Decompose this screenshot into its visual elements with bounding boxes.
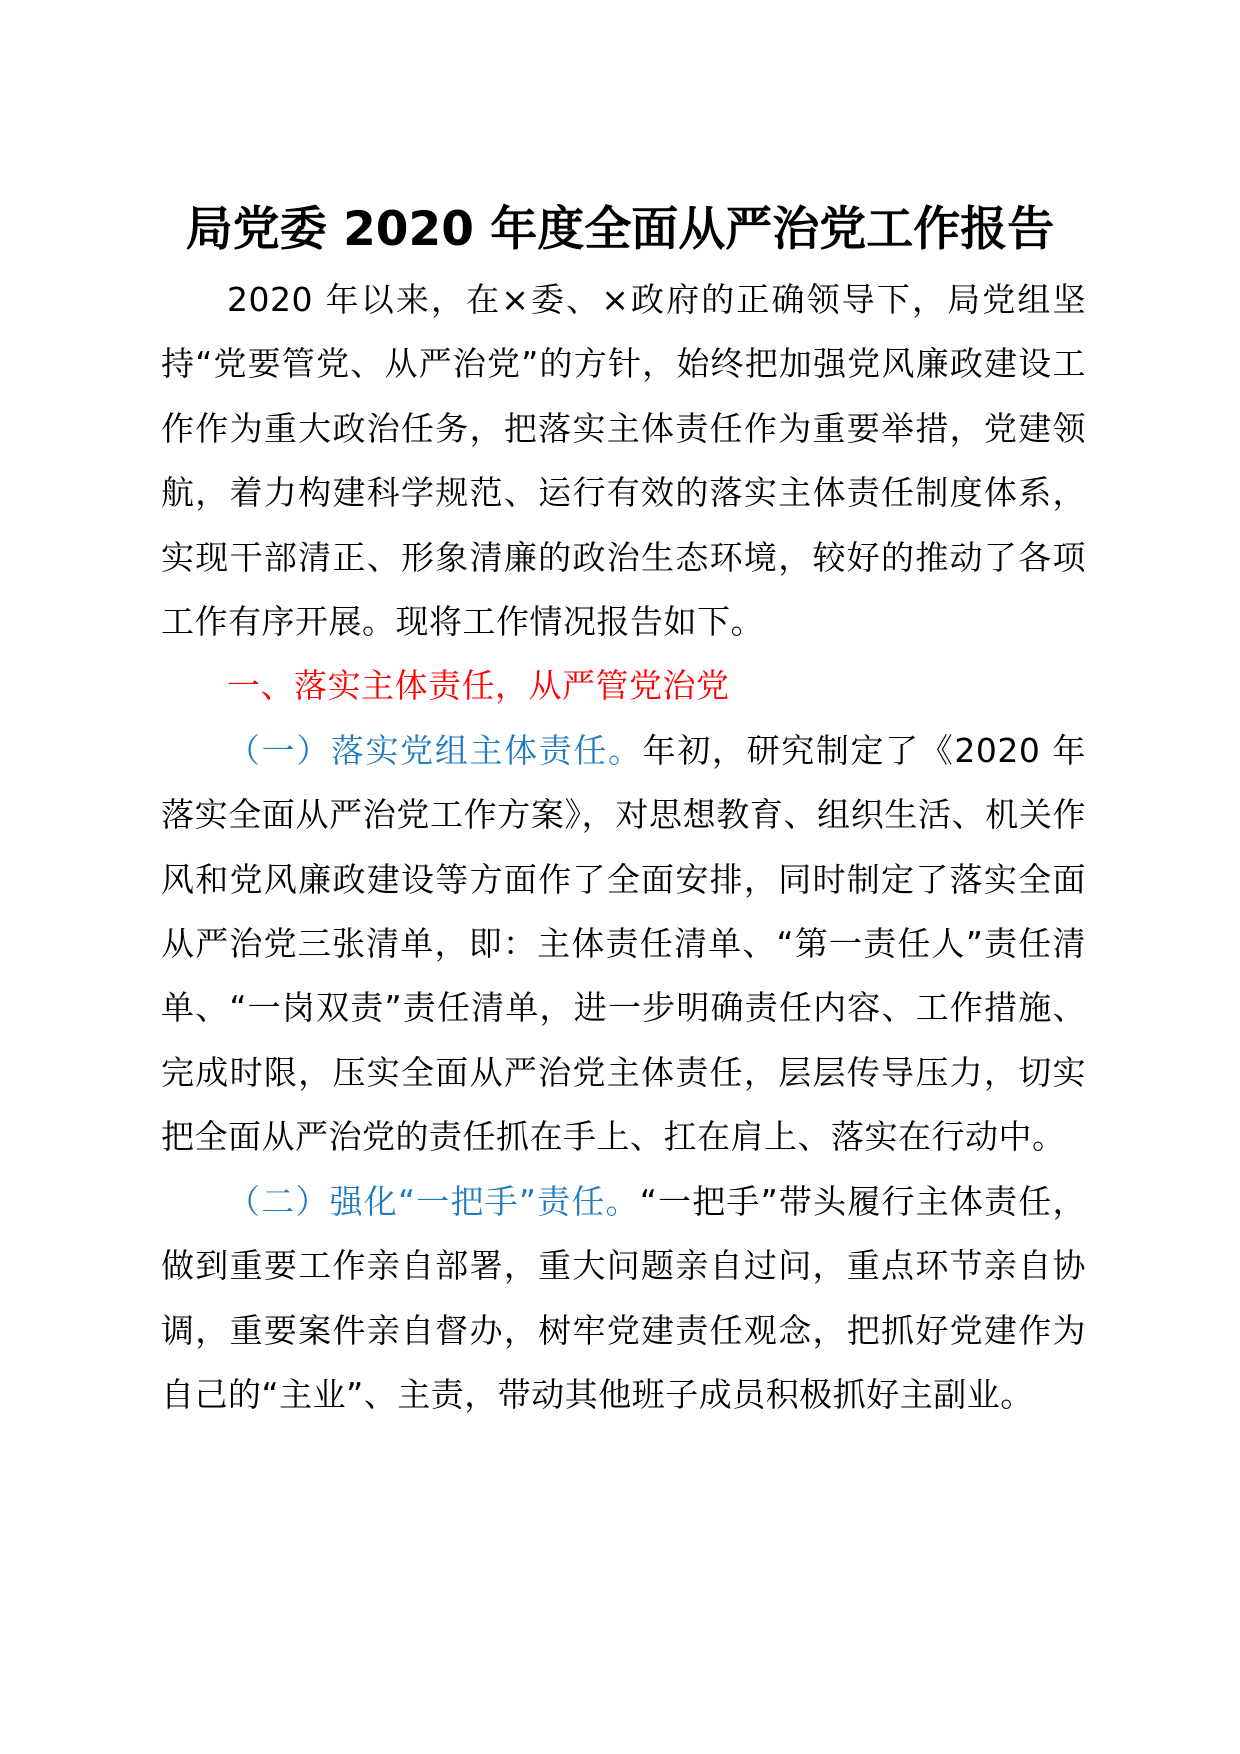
subsection-1-heading: （一）落实党组主体责任。 xyxy=(227,730,643,770)
section-1-heading: 一、落实主体责任，从严管党治党 xyxy=(227,666,730,706)
document-title: 局党委 2020 年度全面从严治党工作报告 xyxy=(185,202,1055,257)
document-body xyxy=(161,268,1086,1427)
subsection-1-paragraph xyxy=(161,719,1086,1170)
subsection-2-text: “一把手”带头履行主体责任，做到重要工作亲自部署，重大问题亲自过问，重点环节亲自协调，重要案件亲自督办，树牢党建责任观念，把抓好党建作为自己的“主业”、主责，带动其他班子成员积极抓好主副业。 xyxy=(161,1181,1086,1414)
subsection-1-text: 年初，研究制定了《2020 年落实全面从严治党工作方案》，对思想教育、组织生活、机关作风和党风廉政建设等方面作了全面安排，同时制定了落实全面从严治党三张清单，即：主体责任清单、“第一责任人”责任清单、“一岗双责”责任清单，进一步明确责任内容、工作措施、完成时限，压实全面从严治党主体责任，层层传导压力，切实把全面从严治党的责任抓在手上、扛在肩上、落实在行动中。 xyxy=(161,730,1086,1157)
subsection-2-paragraph xyxy=(161,1170,1086,1428)
section-1-paragraph xyxy=(161,654,1086,718)
intro-paragraph: 2020 年以来，在×委、×政府的正确领导下，局党组坚持“党要管党、从严治党”的方针，始终把加强党风廉政建设工作作为重大政治任务，把落实主体责任作为重要举措，党建领航，着力构建科学规范、运行有效的落实主体责任制度体系，实现干部清正、形象清廉的政治生态环境，较好的推动了各项工作有序开展。现将工作情况报告如下。 xyxy=(161,280,1086,642)
subsection-2-heading: （二）强化“一把手”责任。 xyxy=(227,1181,640,1221)
